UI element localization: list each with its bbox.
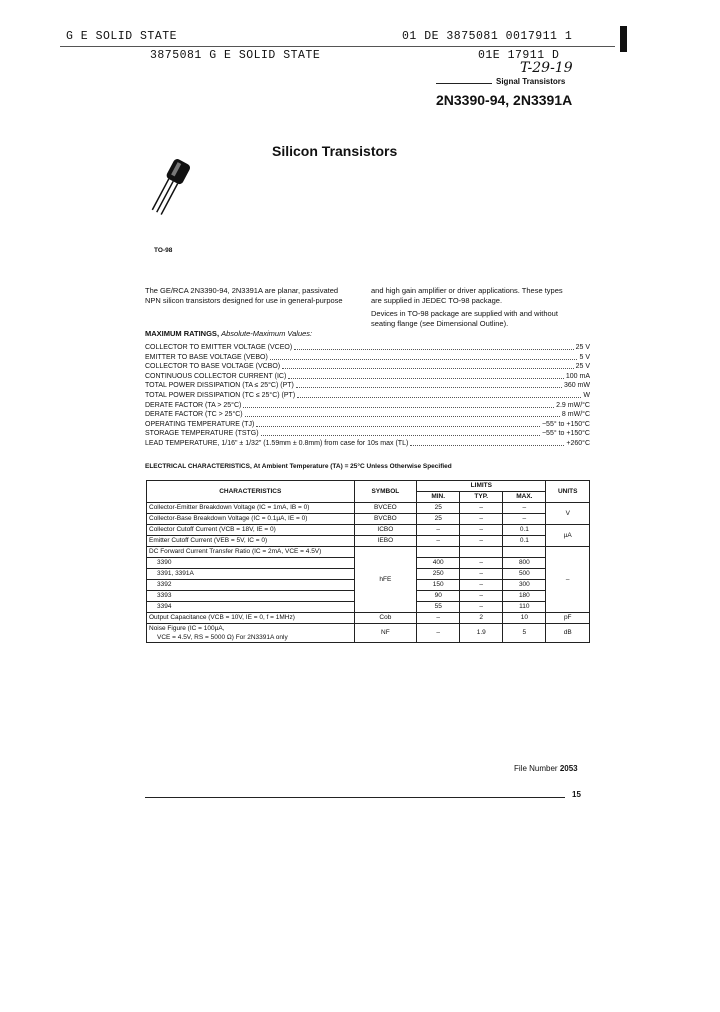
cell-symbol: IEBO <box>354 536 417 547</box>
part-numbers: 2N3390-94, 2N3391A <box>436 92 573 108</box>
rating-row <box>145 391 590 400</box>
rating-leader-dots <box>282 362 573 369</box>
cell-hfe-type: 3392 <box>147 580 355 591</box>
rating-label: OPERATING TEMPERATURE (TJ) <box>145 420 255 428</box>
col-max: MAX. <box>503 492 546 503</box>
rating-row <box>145 343 590 352</box>
cell-typ: – <box>460 558 503 569</box>
cell-nf-line1: Noise Figure (IC = 100µA, <box>149 625 225 632</box>
rating-row <box>145 401 590 410</box>
cell-typ: – <box>460 602 503 613</box>
cell-max: 0.1 <box>503 536 546 547</box>
rating-leader-dots <box>243 401 554 408</box>
cell-units: dB <box>546 624 590 643</box>
rating-row <box>145 420 590 429</box>
col-units: UNITS <box>546 481 590 503</box>
rating-leader-dots <box>256 420 540 427</box>
rating-value: 25 V <box>575 363 590 371</box>
cell-hfe-type: 3393 <box>147 591 355 602</box>
cell-typ: 1.9 <box>460 624 503 643</box>
rating-row <box>145 372 590 381</box>
rating-value: 360 mW <box>563 382 590 390</box>
ratings-heading-italic: Absolute-Maximum Values: <box>221 329 313 338</box>
cell-min: – <box>417 613 460 624</box>
package-label: TO-98 <box>154 247 173 254</box>
rating-label: LEAD TEMPERATURE, 1/16" ± 1/32" (1.59mm ± 0.8mm) from case for 10s max (TL) <box>145 440 409 447</box>
cell-char: Collector-Emitter Breakdown Voltage (IC = 1mA, IB = 0) <box>147 503 355 514</box>
rating-row <box>145 410 590 419</box>
table-row <box>147 514 590 525</box>
header-line1-right: 01 DE 3875081 0017911 1 <box>402 30 573 43</box>
rating-row <box>145 381 590 390</box>
header-line2-left: 3875081 G E SOLID STATE <box>150 49 321 62</box>
cell-typ: 2 <box>460 613 503 624</box>
intro-right-line4: seating flange (see Dimensional Outline). <box>371 318 509 328</box>
cell-max: – <box>503 503 546 514</box>
cell-hfe-type: 3391, 3391A <box>147 569 355 580</box>
ratings-heading <box>145 329 312 338</box>
cell-hfe-type: 3390 <box>147 558 355 569</box>
cell-char <box>147 624 355 643</box>
cell-min: 400 <box>417 558 460 569</box>
table-row <box>147 536 590 547</box>
cell-max: – <box>503 514 546 525</box>
transistor-package-icon <box>140 155 200 225</box>
cell-min: 55 <box>417 602 460 613</box>
rating-label: CONTINUOUS COLLECTOR CURRENT (IC) <box>145 372 287 380</box>
rating-label: COLLECTOR TO BASE VOLTAGE (VCBO) <box>145 363 281 371</box>
rating-row <box>145 429 590 438</box>
rating-leader-dots <box>245 410 560 417</box>
rating-label: EMITTER TO BASE VOLTAGE (VEBO) <box>145 353 268 361</box>
cell-min: – <box>417 536 460 547</box>
cell-hfe-symbol: hFE <box>354 547 417 613</box>
rating-value: +260°C <box>566 440 590 447</box>
cell-min: 90 <box>417 591 460 602</box>
col-symbol: SYMBOL <box>354 481 417 503</box>
cell-symbol: Cob <box>354 613 417 624</box>
cell-typ: – <box>460 536 503 547</box>
rating-label: COLLECTOR TO EMITTER VOLTAGE (VCEO) <box>145 344 293 351</box>
col-limits: LIMITS <box>417 481 546 492</box>
cell-char: Emitter Cutoff Current (VEB = 5V, IC = 0) <box>147 536 355 547</box>
rating-leader-dots <box>294 343 573 350</box>
header-line1-left: G E SOLID STATE <box>66 30 178 43</box>
rating-value: 25 V <box>575 344 590 351</box>
table-row <box>147 525 590 536</box>
rating-row <box>145 439 590 448</box>
rating-value: −55° to +150°C <box>541 420 590 428</box>
rating-label: DERATE FACTOR (TC > 25°C) <box>145 411 243 419</box>
cell-max: 800 <box>503 558 546 569</box>
cell-hfe-units: – <box>546 547 590 613</box>
cell-typ: – <box>460 503 503 514</box>
intro-right-line1: and high gain amplifier or driver applications. These types <box>371 286 563 295</box>
cell-units: V <box>546 503 590 525</box>
file-number-label: File Number <box>514 764 558 773</box>
cell-symbol: BVCBO <box>354 514 417 525</box>
rating-row <box>145 353 590 362</box>
cell-typ: – <box>460 591 503 602</box>
cell-char: Collector Cutoff Current (VCB = 18V, IE = 0) <box>147 525 355 536</box>
header-black-bar <box>620 26 627 52</box>
rating-leader-dots <box>261 429 540 436</box>
ratings-heading-bold: MAXIMUM RATINGS, <box>145 329 220 338</box>
rating-leader-dots <box>288 372 564 379</box>
rating-label: TOTAL POWER DISSIPATION (TC ≤ 25°C) (PT) <box>145 392 296 399</box>
cell-typ: – <box>460 580 503 591</box>
rating-leader-dots <box>297 391 581 398</box>
cell-min: 25 <box>417 514 460 525</box>
cell-symbol: ICBO <box>354 525 417 536</box>
cell-hfe-heading: DC Forward Current Transfer Ratio (IC = 2mA, VCE = 4.5V) <box>147 547 355 558</box>
rating-value: −55° to +150°C <box>541 430 590 438</box>
intro-left <box>145 286 365 305</box>
cell-typ: – <box>460 525 503 536</box>
cell-symbol: NF <box>354 624 417 643</box>
header-divider <box>60 46 615 47</box>
footer-rule <box>145 797 565 798</box>
rating-leader-dots <box>270 353 578 360</box>
cell-min: 250 <box>417 569 460 580</box>
cell-nf-line2: VCE = 4.5V, RS = 5000 Ω) For 2N3391A only <box>157 634 288 641</box>
table-row <box>147 624 590 643</box>
rating-label: TOTAL POWER DISSIPATION (TA ≤ 25°C) (PT) <box>145 382 294 390</box>
page-title: Silicon Transistors <box>272 143 398 159</box>
intro-right-line3: Devices in TO-98 package are supplied with and without <box>371 309 558 318</box>
cell-units: µA <box>546 525 590 547</box>
file-number-value: 2053 <box>559 764 578 773</box>
rating-row <box>145 362 590 371</box>
rating-label: STORAGE TEMPERATURE (TSTG) <box>145 430 259 438</box>
col-min: MIN. <box>417 492 460 503</box>
table-row <box>147 547 590 558</box>
intro-right-line2: are supplied in JEDEC TO-98 package. <box>371 295 503 305</box>
handwritten-note: T-29-19 <box>520 60 573 76</box>
rating-value: 2.9 mW/°C <box>556 401 590 409</box>
col-characteristics: CHARACTERISTICS <box>147 481 355 503</box>
cell-min: – <box>417 525 460 536</box>
cell-min: 150 <box>417 580 460 591</box>
cell-max: 0.1 <box>503 525 546 536</box>
cell-max: 300 <box>503 580 546 591</box>
rating-value: W <box>583 392 590 399</box>
cell-typ: – <box>460 569 503 580</box>
cell-symbol: BVCEO <box>354 503 417 514</box>
cell-max: 500 <box>503 569 546 580</box>
rating-value: 5 V <box>579 353 590 361</box>
cell-hfe-type: 3394 <box>147 602 355 613</box>
file-number <box>514 764 578 773</box>
table-row <box>147 503 590 514</box>
elec-heading: ELECTRICAL CHARACTERISTICS, At Ambient Temperature (TA) = 25°C Unless Otherwise Specified <box>145 463 452 470</box>
cell-min: – <box>417 624 460 643</box>
elec-table <box>146 480 590 643</box>
intro-left-line1: The GE/RCA 2N3390-94, 2N3391A are planar, passivated <box>145 286 339 295</box>
cell-min: 25 <box>417 503 460 514</box>
rating-value: 8 mW/°C <box>561 411 590 419</box>
cell-units: pF <box>546 613 590 624</box>
page-number: 15 <box>572 790 581 799</box>
cell-max: 5 <box>503 624 546 643</box>
cell-max: 180 <box>503 591 546 602</box>
header-line2-right: 01E 17911 D <box>478 49 560 62</box>
rating-leader-dots <box>410 439 564 446</box>
table-row <box>147 613 590 624</box>
rating-value: 100 mA <box>565 372 590 380</box>
cell-char: Collector-Base Breakdown Voltage (IC = 0.1µA, IE = 0) <box>147 514 355 525</box>
col-typ: TYP. <box>460 492 503 503</box>
rating-label: DERATE FACTOR (TA > 25°C) <box>145 401 242 409</box>
intro-right <box>371 286 596 328</box>
section-rule <box>436 83 492 84</box>
cell-char: Output Capacitance (VCB = 10V, IE = 0, f = 1MHz) <box>147 613 355 624</box>
cell-max: 10 <box>503 613 546 624</box>
cell-typ: – <box>460 514 503 525</box>
intro-left-line2: NPN silicon transistors designed for use in general-purpose <box>145 295 343 305</box>
section-label: Signal Transistors <box>496 77 566 86</box>
rating-leader-dots <box>296 381 562 388</box>
cell-max: 110 <box>503 602 546 613</box>
